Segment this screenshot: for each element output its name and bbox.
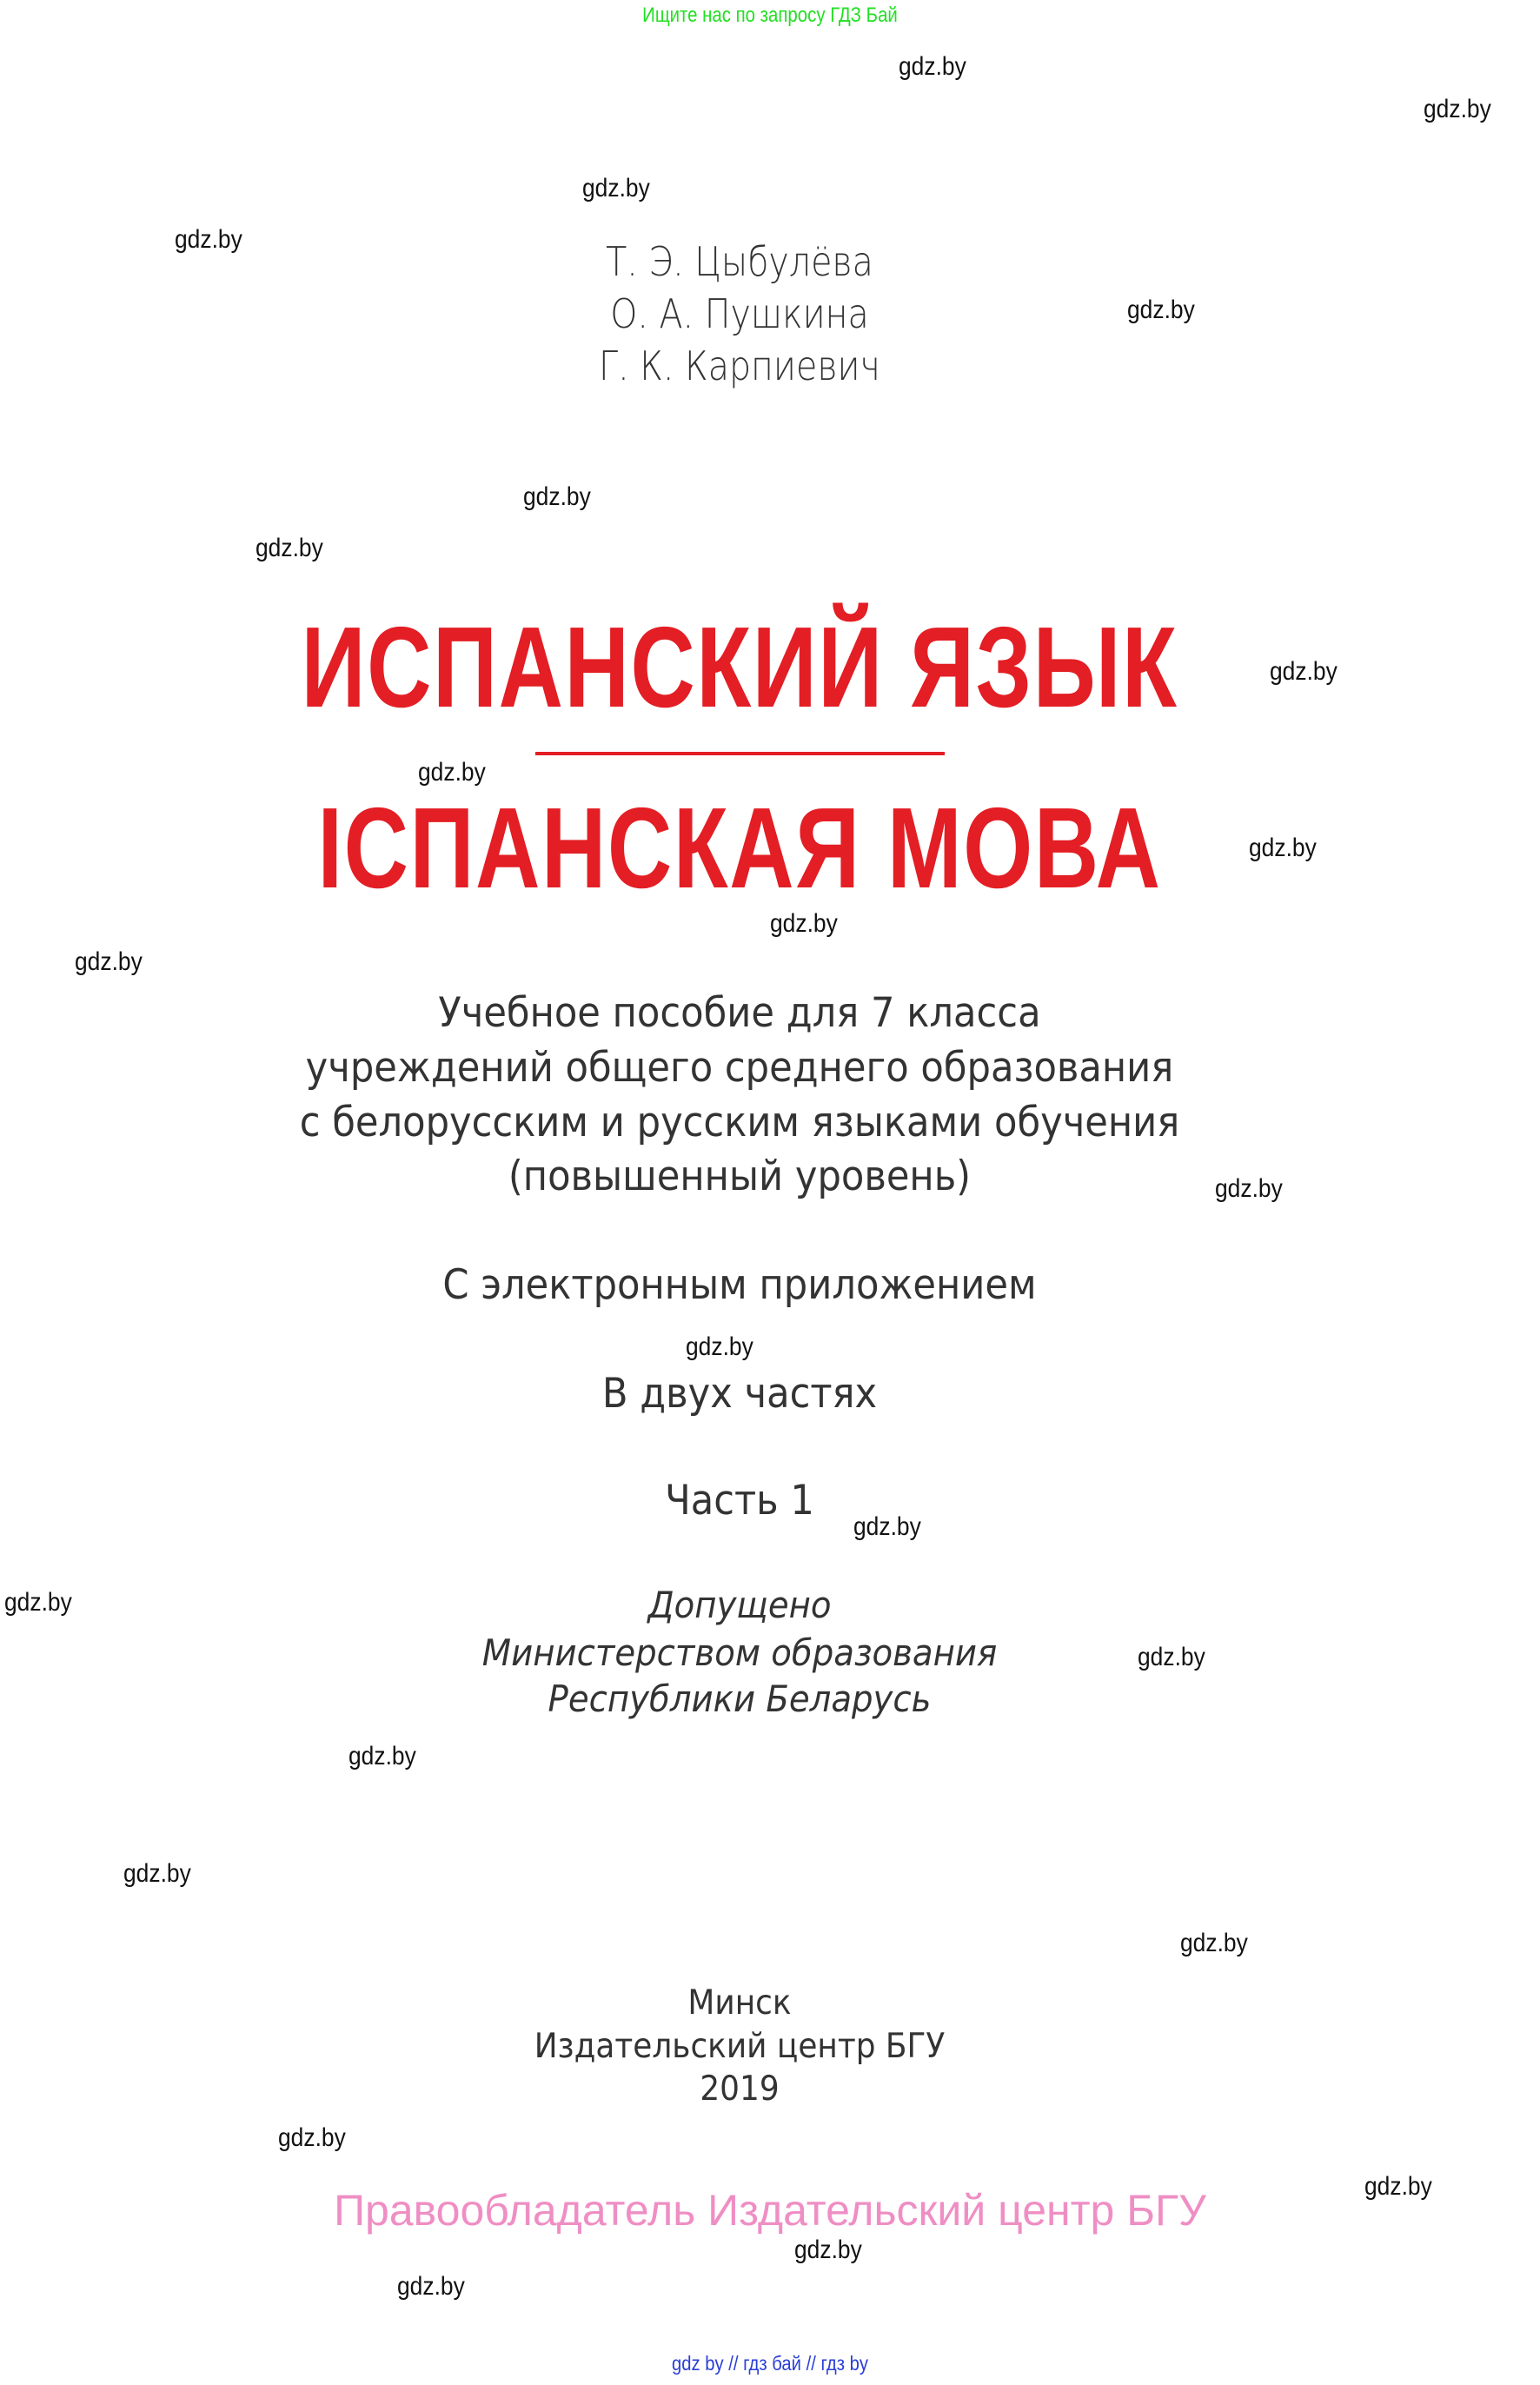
- part-number: Часть 1: [665, 1477, 814, 1525]
- watermark: gdz.by: [1424, 95, 1491, 123]
- parts-note: В двух частях: [601, 1370, 878, 1418]
- watermark: gdz.by: [1364, 2172, 1432, 2201]
- search-banner: Ищите нас по запросу ГДЗ Бай: [642, 3, 898, 27]
- watermark: gdz.by: [123, 1859, 191, 1888]
- watermark: gdz.by: [770, 909, 838, 938]
- watermark: gdz.by: [1270, 657, 1338, 686]
- title-divider: [535, 752, 945, 755]
- subtitle-line-4: (повышенный уровень): [508, 1153, 972, 1200]
- watermark: gdz.by: [348, 1742, 416, 1770]
- watermark: gdz.by: [4, 1588, 72, 1617]
- subtitle-line-1: Учебное пособие для 7 класса: [438, 989, 1041, 1037]
- publisher-city: Минск: [687, 1983, 792, 2023]
- watermark: gdz.by: [853, 1512, 921, 1541]
- watermark: gdz.by: [582, 174, 650, 203]
- approval-line-1: Допущено: [647, 1584, 832, 1626]
- subtitle-line-3: с белорусским и русским языками обучения: [299, 1099, 1180, 1146]
- publisher-year: 2019: [700, 2069, 780, 2109]
- watermark: gdz.by: [256, 534, 323, 562]
- approval-line-3: Республики Беларусь: [548, 1677, 932, 1720]
- watermark: gdz.by: [686, 1332, 753, 1361]
- watermark: gdz.by: [75, 947, 143, 976]
- author-2: О. А. Пушкина: [610, 290, 869, 337]
- watermark: gdz.by: [1138, 1643, 1205, 1671]
- watermark: gdz.by: [523, 482, 591, 511]
- watermark: gdz.by: [794, 2236, 862, 2264]
- watermark: gdz.by: [397, 2272, 465, 2301]
- author-3: Г. К. Карпиевич: [599, 342, 880, 389]
- watermark: gdz.by: [1127, 296, 1195, 324]
- watermark: gdz.by: [1180, 1929, 1248, 1957]
- subtitle-line-2: учреждений общего среднего образования: [305, 1044, 1174, 1092]
- supplement-note: С электронным приложением: [442, 1261, 1037, 1309]
- watermark: gdz.by: [1249, 834, 1317, 862]
- publisher-name: Издательский центр БГУ: [534, 2027, 946, 2066]
- author-1: Т. Э. Цыбулёва: [606, 238, 873, 285]
- watermark: gdz.by: [1215, 1174, 1283, 1203]
- copyright-notice: Правообладатель Издательский центр БГУ: [334, 2186, 1206, 2235]
- footer-links[interactable]: gdz by // гдз бай // гдз by: [671, 2352, 869, 2375]
- watermark: gdz.by: [418, 758, 486, 787]
- title-belarusian: ІСПАНСКАЯ МОВА: [317, 784, 1162, 912]
- approval-line-2: Министерством образования: [481, 1631, 998, 1674]
- watermark: gdz.by: [175, 225, 242, 254]
- watermark: gdz.by: [278, 2123, 346, 2152]
- title-russian: ИСПАНСКИЙ ЯЗЫК: [301, 603, 1178, 731]
- watermark: gdz.by: [899, 52, 966, 81]
